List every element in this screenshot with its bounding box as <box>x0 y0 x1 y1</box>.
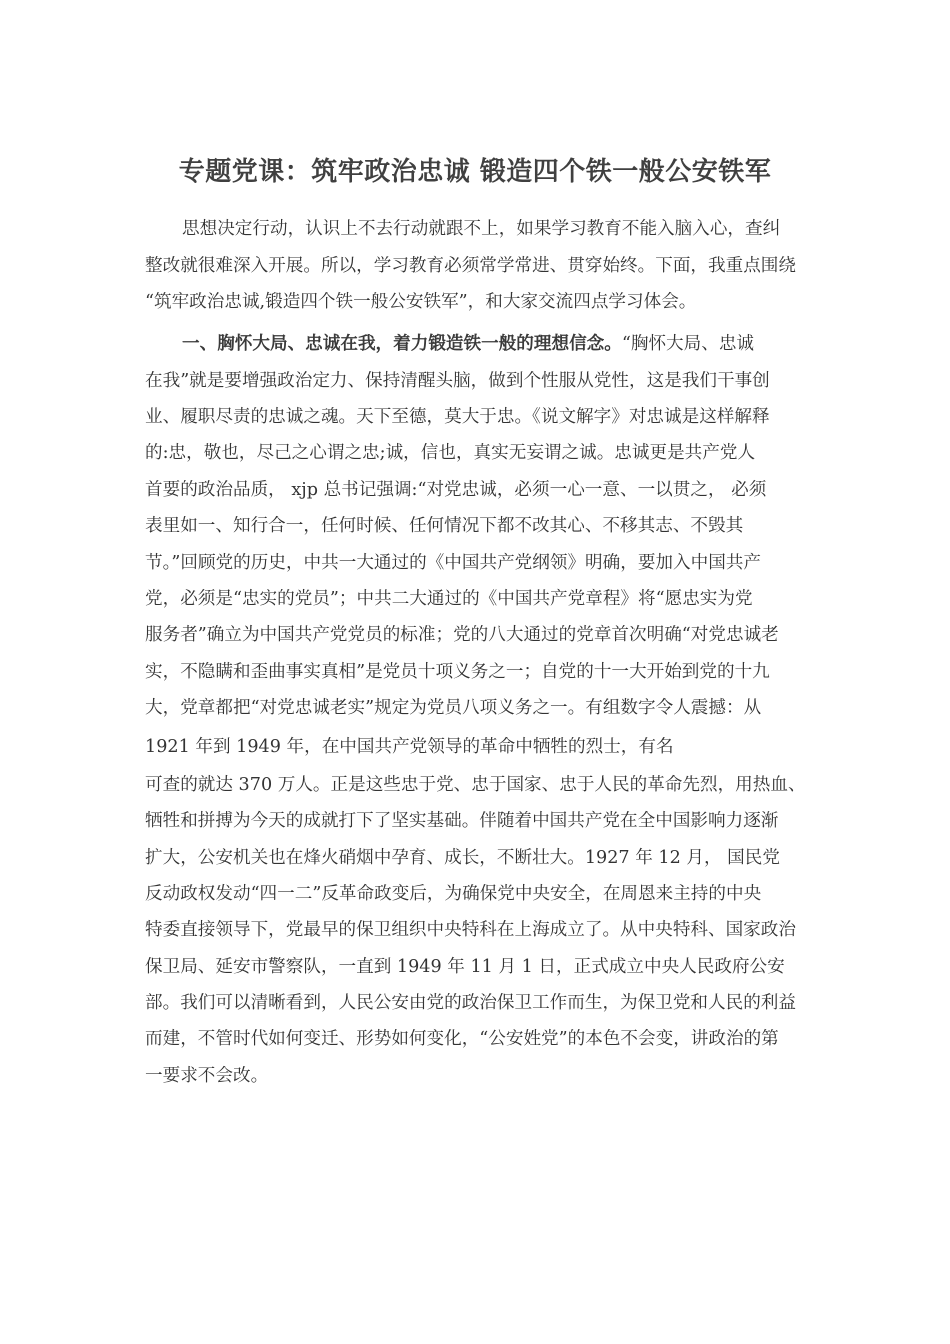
text-line: 的:忠，敬也，尽己之心谓之忠;诚，信也，真实无妄谓之诚。忠诚更是共产党人 <box>145 443 756 463</box>
text-line: 可查的就达 370 万人。正是这些忠于党、忠于国家、忠于人民的革命先烈，用热血、 <box>145 775 806 795</box>
text-line: 1921 年到 1949 年，在中国共产党领导的革命中牺牲的烈士，有名 <box>145 737 674 757</box>
text-line: 表里如一、知行合一，任何时候、任何情况下都不改其心、不移其志、不毁其 <box>145 516 744 536</box>
text-line: 牺牲和拼搏为今天的成就打下了坚实基础。伴随着中国共产党在全中国影响力逐渐 <box>145 811 779 831</box>
text-line: 扩大，公安机关也在烽火硝烟中孕育、成长，不断壮大。1927 年 12 月， 国民党 <box>145 848 780 868</box>
text-line: 节。”回顾党的历史，中共一大通过的《中国共产党纲领》明确，要加入中国共产 <box>145 553 761 573</box>
section-heading-rest: “胸怀大局、忠诚 <box>621 334 755 354</box>
text-line: 服务者”确立为中国共产党党员的标准；党的八大通过的党章首次明确“对党忠诚老 <box>145 625 779 645</box>
text-line: 党，必须是“忠实的党员”；中共二大通过的《中国共产党章程》将“愿忠实为党 <box>145 589 753 609</box>
section-heading: 一、胸怀大局、忠诚在我，着力锻造铁一般的理想信念。 <box>182 334 622 354</box>
text-line: 大，党章都把“对党忠诚老实”规定为党员八项义务之一。有组数字令人震撼：从 <box>145 698 762 718</box>
section-first-line <box>182 332 754 356</box>
text-line: 保卫局、延安市警察队，一直到 1949 年 11 月 1 日，正式成立中央人民政府公安 <box>145 957 785 977</box>
text-line: “筑牢政治忠诚,锻造四个铁一般公安铁军”，和大家交流四点学习体会。 <box>145 292 697 312</box>
text-line: 首要的政治品质， xjp 总书记强调:“对党忠诚，必须一心一意、一以贯之， 必须 <box>145 480 767 500</box>
text-line: 在我”就是要增强政治定力、保持清醒头脑，做到个性服从党性，这是我们干事创 <box>145 371 770 391</box>
text-line: 而建，不管时代如何变迁、形势如何变化，“公安姓党”的本色不会变，讲政治的第 <box>145 1029 779 1049</box>
text-line: 实，不隐瞒和歪曲事实真相”是党员十项义务之一；自党的十一大开始到党的十九 <box>145 662 770 682</box>
text-line: 思想决定行动，认识上不去行动就跟不上，如果学习教育不能入脑入心，查纠 <box>182 219 781 239</box>
text-line: 反动政权发动“四一二”反革命政变后，为确保党中央安全，在周恩来主持的中央 <box>145 884 762 904</box>
text-line: 特委直接领导下，党最早的保卫组织中央特科在上海成立了。从中央特科、国家政治 <box>145 920 796 940</box>
text-line: 业、履职尽责的忠诚之魂。天下至德，莫大于忠。《说文解字》对忠诚是这样解释 <box>145 407 770 427</box>
text-line: 整改就很难深入开展。所以，学习教育必须常学常进、贯穿始终。下面，我重点围绕 <box>145 256 796 276</box>
document-title: 专题党课：筑牢政治忠诚 锻造四个铁一般公安铁军 <box>178 157 772 187</box>
text-line: 部。我们可以清晰看到，人民公安由党的政治保卫工作而生，为保卫党和人民的利益 <box>145 993 796 1013</box>
text-line: 一要求不会改。 <box>145 1066 269 1086</box>
